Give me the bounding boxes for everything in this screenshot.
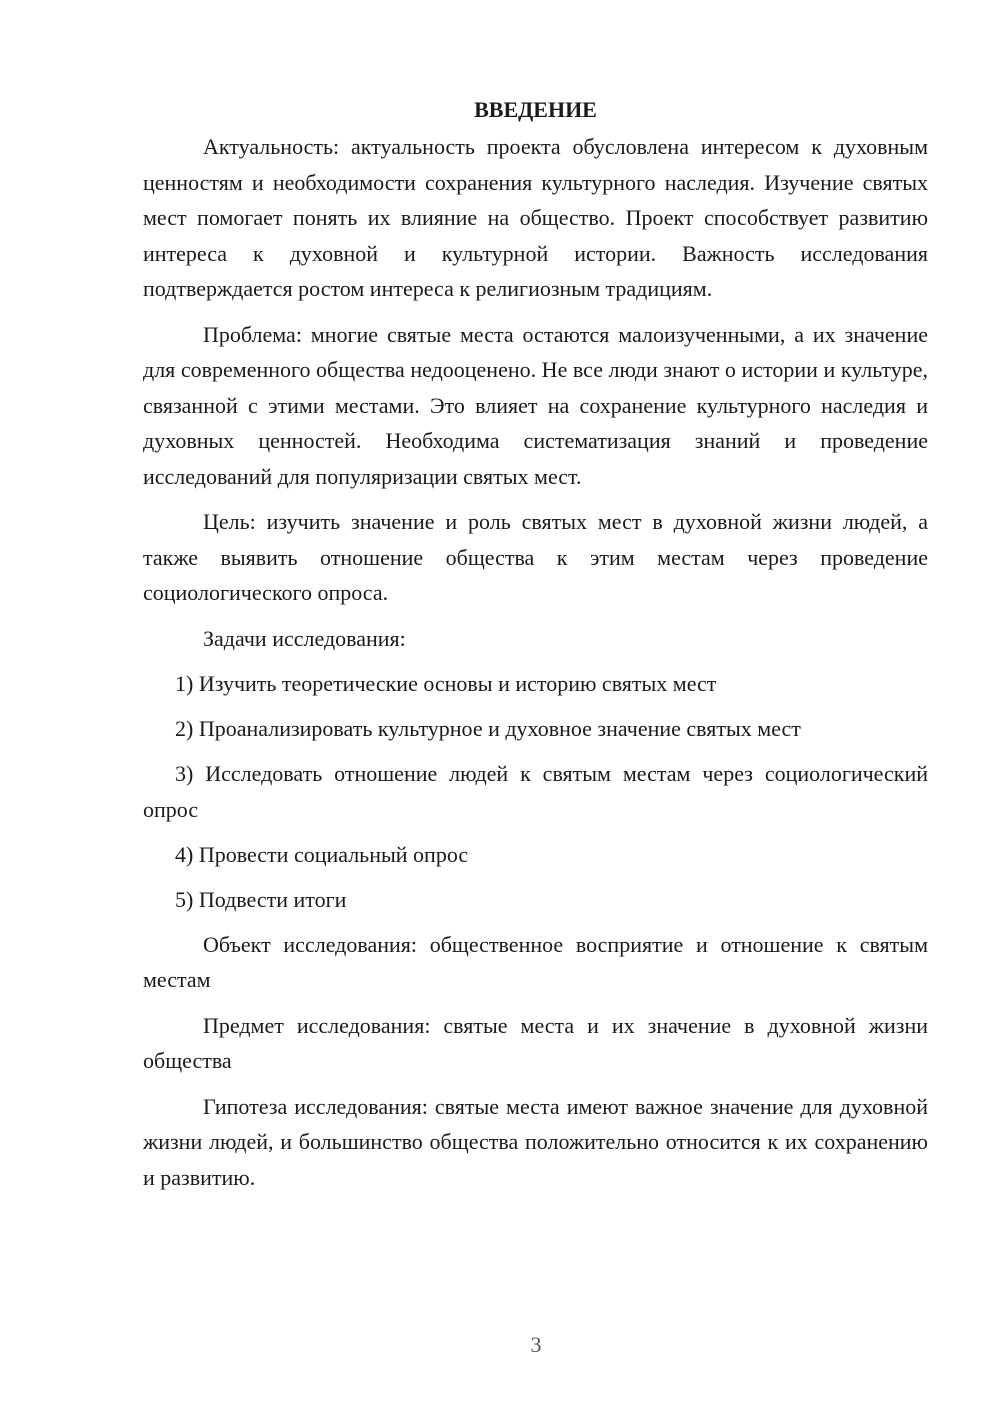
object-paragraph: Объект исследования: общественное восприятие и отношение к святым местам xyxy=(143,931,928,992)
task-item-2: 2) Проанализировать культурное и духовное значение святых мест xyxy=(175,716,801,741)
page-title: ВВЕДЕНИЕ xyxy=(474,97,597,122)
task-item-3: 3) Исследовать отношение людей к святым местам через социологический опрос xyxy=(143,761,928,822)
hypothesis-paragraph: Гипотеза исследования: святые места имеют важное значение для духовной жизни людей, и большинство общества положительно относится к их сохранению и развитию. xyxy=(143,1093,928,1190)
task-item-1: 1) Изучить теоретические основы и историю святых мест xyxy=(175,671,717,696)
page-number: 3 xyxy=(530,1332,542,1357)
relevance-paragraph: Актуальность: актуальность проекта обусловлена интересом к духовным ценностям и необходимости сохранения культурного наследия. Изучение святых мест помогает понять их влияние на общество. Проект способствует развитию интереса к духовной и культурной истории. Важность исследования подтверждается ростом интереса к религиозным традициям. xyxy=(143,134,928,301)
task-item-5: 5) Подвести итоги xyxy=(175,886,347,912)
tasks-heading: Задачи исследования: xyxy=(203,625,406,651)
document-body xyxy=(143,92,928,1205)
subject-paragraph: Предмет исследования: святые места и их значение в духовной жизни общества xyxy=(143,1012,928,1073)
problem-paragraph: Проблема: многие святые места остаются малоизученными, а их значение для современного общества недооценено. Не все люди знают о истории и культуре, связанной с этими местами. Это влияет на сохранение культурного наследия и духовных ценностей. Необходима систематизация знаний и проведение исследований для популяризации святых мест. xyxy=(143,321,928,489)
task-item-4: 4) Провести социальный опрос xyxy=(175,841,469,867)
goal-paragraph: Цель: изучить значение и роль святых мест в духовной жизни людей, а также выявить отношение общества к этим местам через проведение социологического опроса. xyxy=(143,509,928,605)
